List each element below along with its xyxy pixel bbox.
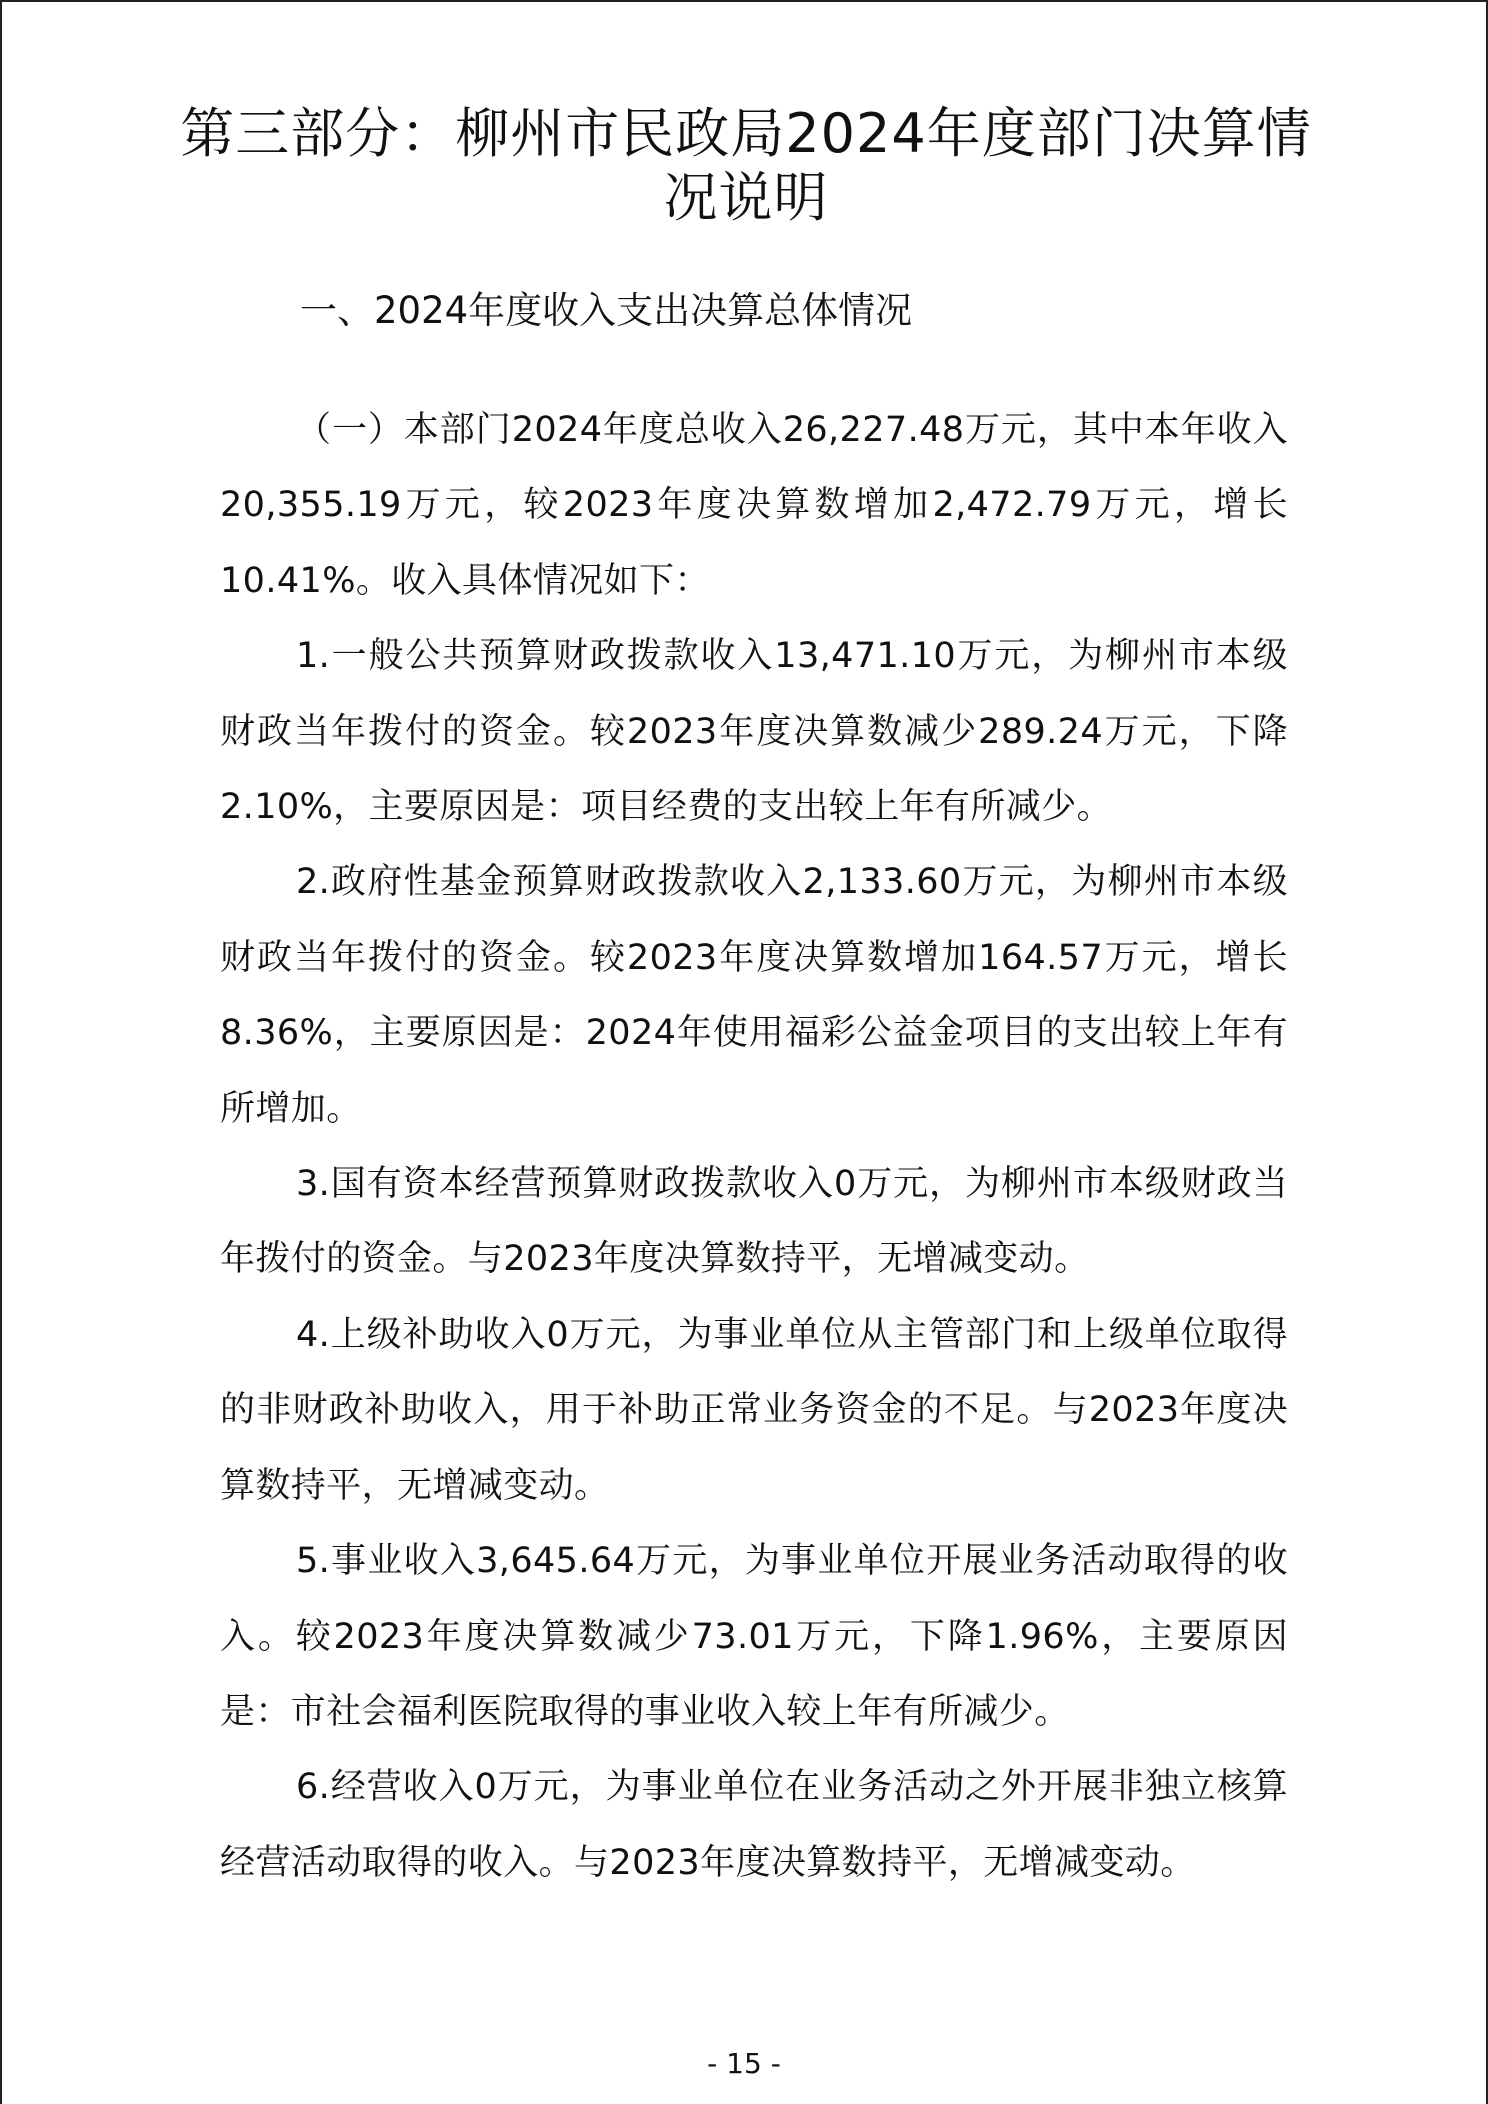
paragraph-state-capital-income: 3.国有资本经营预算财政拨款收入0万元，为柳州市本级财政当年拨付的资金。与2023年度决算数持平，无增减变动。	[220, 1164, 1288, 1280]
paragraph-government-fund-income: 2.政府性基金预算财政拨款收入2,133.60万元，为柳州市本级财政当年拨付的资金。较2023年度决算数增加164.57万元，增长8.36%，主要原因是：2024年使用福彩公益金项目的支出较上年有所增加。	[220, 862, 1288, 1129]
document-body	[220, 393, 1288, 1901]
paragraph-superior-subsidy-income: 4.上级补助收入0万元，为事业单位从主管部门和上级单位取得的非财政补助收入，用于补助正常业务资金的不足。与2023年度决算数持平，无增减变动。	[220, 1314, 1288, 1506]
paragraph-total-income: （一）本部门2024年度总收入26,227.48万元，其中本年收入20,355.19万元，较2023年度决算数增加2,472.79万元，增长10.41%。收入具体情况如下：	[220, 410, 1288, 601]
paragraph-operating-income: 6.经营收入0万元，为事业单位在业务活动之外开展非独立核算经营活动取得的收入。与2023年度决算数持平，无增减变动。	[220, 1767, 1288, 1883]
paragraph-business-income: 5.事业收入3,645.64万元，为事业单位开展业务活动取得的收入。较2023年度决算数减少73.01万元，下降1.96%，主要原因是：市社会福利医院取得的事业收入较上年有所减少。	[220, 1541, 1288, 1732]
paragraph-general-budget-income: 1.一般公共预算财政拨款收入13,471.10万元，为柳州市本级财政当年拨付的资金。较2023年度决算数减少289.24万元，下降2.10%，主要原因是：项目经费的支出较上年有所减少。	[220, 636, 1288, 828]
section-heading: 一、2024年度收入支出决算总体情况	[300, 289, 913, 332]
page-title: 第三部分：柳州市民政局2024年度部门决算情况说明	[180, 102, 1312, 229]
page-number: - 15 -	[707, 2047, 781, 2080]
